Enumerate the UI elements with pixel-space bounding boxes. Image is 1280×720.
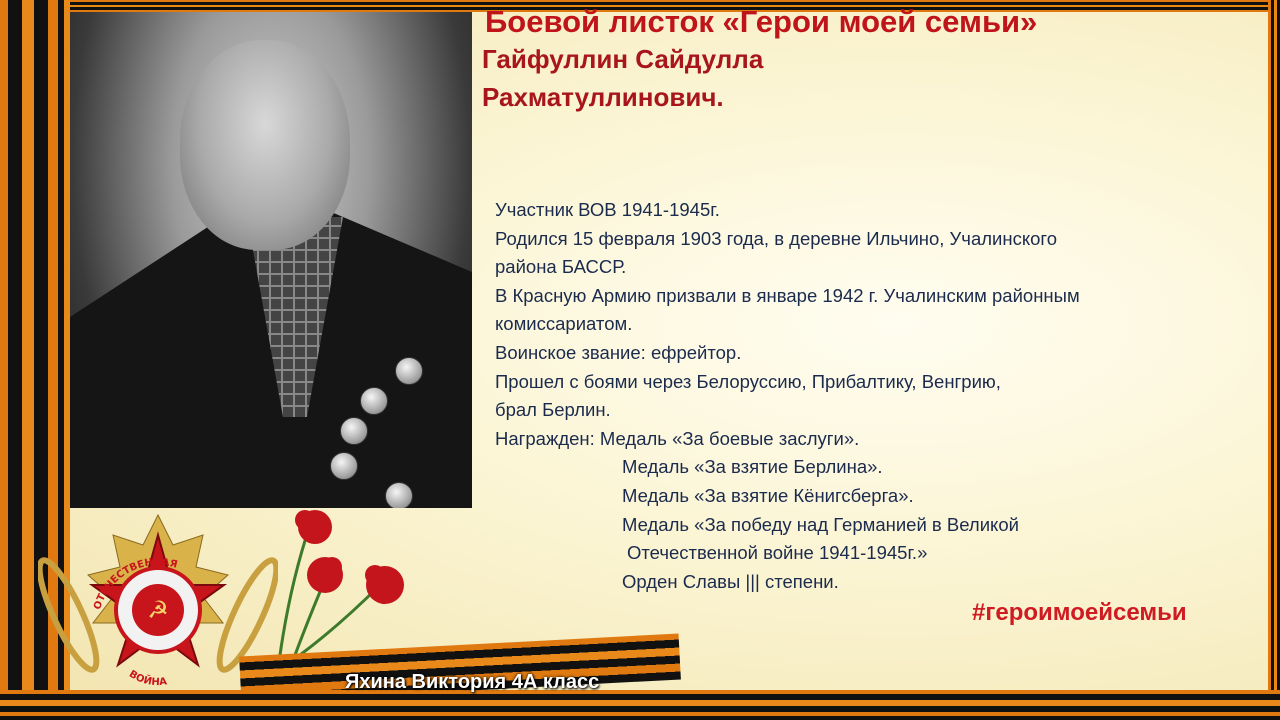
award-item: Медаль «За взятие Берлина». [622,456,883,478]
biography [495,196,1255,596]
bio-line: Родился 15 февраля 1903 года, в деревне Ильчино, Учалинского [495,227,1058,249]
bio-line: Участник ВОВ 1941-1945г. [495,199,720,220]
bio-line: Воинское звание: ефрейтор. [495,341,742,363]
order-text-top: ОТЕЧЕСТВЕННАЯ [92,556,179,612]
page-title: Боевой листок «Герои моей семьи» [485,4,1038,39]
st-george-ribbon-right [1268,0,1280,720]
portrait-face [180,40,350,250]
medal-icon [340,417,368,445]
st-george-ribbon-bottom [0,690,1280,720]
medal-icon [395,357,423,385]
awards-label: Награжден: Медаль «За боевые заслуги». [495,427,860,449]
bio-line: брал Берлин. [495,399,611,421]
hashtag: #героимоейсемьи [972,599,1187,626]
award-item-continued: Отечественной войне 1941-1945г.» [627,542,928,564]
award-item: Медаль «За взятие Кёнигсберга». [622,484,914,506]
award-item: Орден Славы ||| степени. [622,570,839,592]
veteran-portrait-photo [70,12,472,508]
medal-icon [330,452,358,480]
hero-name-line1: Гайфуллин Сайдулла [482,44,764,74]
bio-line: комиссариатом. [495,313,633,335]
bio-line: Прошел с боями через Белоруссию, Прибалтику, Венгрию, [495,370,1001,392]
svg-text:ВОЙНА [127,669,168,688]
hero-name-line2: Рахматуллинович. [482,82,724,112]
order-text-bottom: ВОЙНА [126,668,168,689]
bio-line: В Красную Армию призвали в январе 1942 г. Учалинским районным [495,284,1080,306]
author-caption: Яхина Виктория 4А класс [345,671,600,693]
bio-line: района БАССР. [495,256,627,278]
carnations-icon [270,505,420,665]
medal-icon [360,387,388,415]
award-item: Медаль «За победу над Германией в Великой [622,513,1019,535]
svg-text:☭: ☭ [147,596,169,624]
